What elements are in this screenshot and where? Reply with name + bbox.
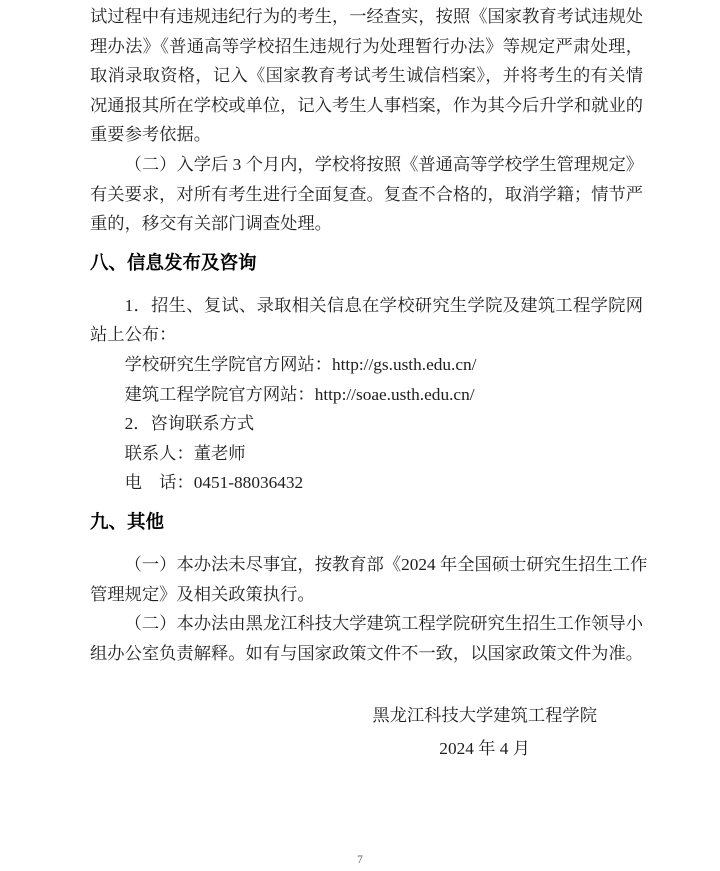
text-line: 重要参考依据。 (90, 125, 211, 145)
section-9-title: 九、其他 (90, 510, 165, 532)
para-reexamination (90, 150, 643, 239)
line-contact-person: 联系人：董老师 (124, 443, 246, 463)
text-line: 试过程中有违规违纪行为的考生，一经查实，按照《国家教育考试违规处 (90, 7, 644, 26)
text-line: 2．咨询联系方式 (124, 414, 255, 434)
text-line: 1．招生、复试、录取相关信息在学校研究生学院及建筑工程学院网 (124, 295, 643, 315)
signature-date: 2024 年 4 月 (439, 739, 531, 759)
text-line: 况通报其所在学校或单位，记入考生人事档案，作为其今后升学和就业的 (90, 95, 644, 115)
page-number: 7 (357, 854, 363, 866)
text-line: 站上公布： (90, 325, 177, 345)
signature-inner (372, 699, 597, 765)
text-line: 取消录取资格，记入《国家教育考试考生诚信档案》，并将考生的有关情 (90, 66, 643, 86)
para-other-2 (90, 609, 643, 668)
signature-block (90, 699, 643, 765)
text-line: 管理规定》及相关政策执行。 (90, 584, 315, 604)
page-footer (0, 850, 720, 868)
section-heading-9 (90, 507, 643, 537)
signature-institution: 黑龙江科技大学建筑工程学院 (372, 706, 597, 726)
document-content (90, 2, 648, 765)
text-line: （二）入学后 3 个月内，学校将按照《普通高等学校学生管理规定》 (124, 154, 644, 174)
line-graduate-school-url: 学校研究生学院官方网站：http://gs.usth.edu.cn/ (124, 354, 477, 374)
text-line: 理办法》《普通高等学校招生违规行为处理暂行办法》等规定严肃处理， (90, 36, 643, 56)
text-line: 有关要求，对所有考生进行全面复查。复查不合格的，取消学籍；情节严 (90, 184, 644, 204)
section-8-title: 八、信息发布及咨询 (90, 251, 257, 273)
line-soae-url: 建筑工程学院官方网站：http://soae.usth.edu.cn/ (124, 384, 475, 404)
text-line: 组办公室负责解释。如有与国家政策文件不一致，以国家政策文件为准。 (90, 643, 644, 663)
para-contact-info (90, 350, 643, 498)
para-violation-handling (90, 2, 643, 150)
line-phone: 电 话：0451-88036432 (124, 473, 304, 493)
text-line: （一）本办法未尽事宜，按教育部《2024 年全国硕士研究生招生工作 (124, 554, 648, 574)
text-line: （二）本办法由黑龙江科技大学建筑工程学院研究生招生工作领导小 (124, 614, 644, 634)
para-other-1 (90, 550, 648, 609)
text-line: 重的，移交有关部门调查处理。 (90, 214, 332, 234)
section-heading-8 (90, 248, 643, 278)
para-info-publication (90, 291, 643, 350)
